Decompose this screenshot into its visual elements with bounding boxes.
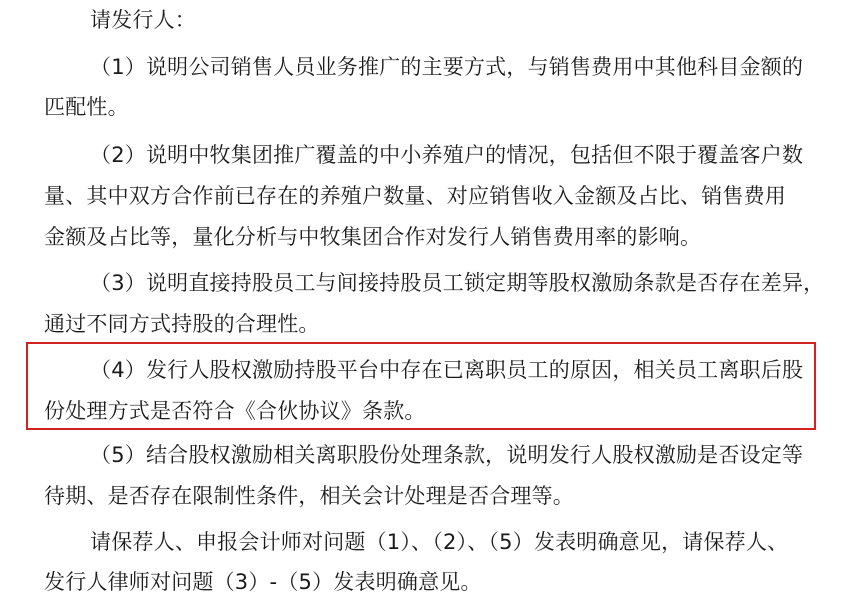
item-3-line-1: （3）说明直接持股员工与间接持股员工锁定期等股权激励条款是否存在差异， bbox=[90, 271, 825, 295]
item-5-line-1: （5）结合股权激励相关离职股份处理条款，说明发行人股权激励是否设定等 bbox=[90, 443, 804, 467]
item-1-line-1: （1）说明公司销售人员业务推广的主要方式，与销售费用中其他科目金额的 bbox=[90, 55, 804, 79]
item-3-line-2: 通过不同方式持股的合理性。 bbox=[44, 312, 320, 336]
item-4-line-1: （4）发行人股权激励持股平台中存在已离职员工的原因，相关员工离职后股 bbox=[90, 358, 804, 382]
item-1-line-2: 匹配性。 bbox=[44, 95, 129, 119]
closing-line-2: 发行人律师对问题（3）-（5）发表明确意见。 bbox=[44, 570, 482, 594]
item-2-line-1: （2）说明中牧集团推广覆盖的中小养殖户的情况，包括但不限于覆盖客户数 bbox=[90, 143, 804, 167]
item-2-line-2: 量、其中双方合作前已存在的养殖户数量、对应销售收入金额及占比、销售费用 bbox=[44, 184, 786, 208]
item-2-line-3: 金额及占比等，量化分析与中牧集团合作对发行人销售费用率的影响。 bbox=[44, 225, 702, 249]
closing-line-1: 请保荐人、申报会计师对问题（1）、（2）、（5）发表明确意见，请保荐人、 bbox=[90, 530, 789, 554]
intro-text: 请发行人： bbox=[90, 8, 196, 32]
item-5-line-2: 待期、是否存在限制性条件，相关会计处理是否合理等。 bbox=[44, 484, 574, 508]
item-4-line-2: 份处理方式是否符合《合伙协议》条款。 bbox=[44, 399, 426, 423]
